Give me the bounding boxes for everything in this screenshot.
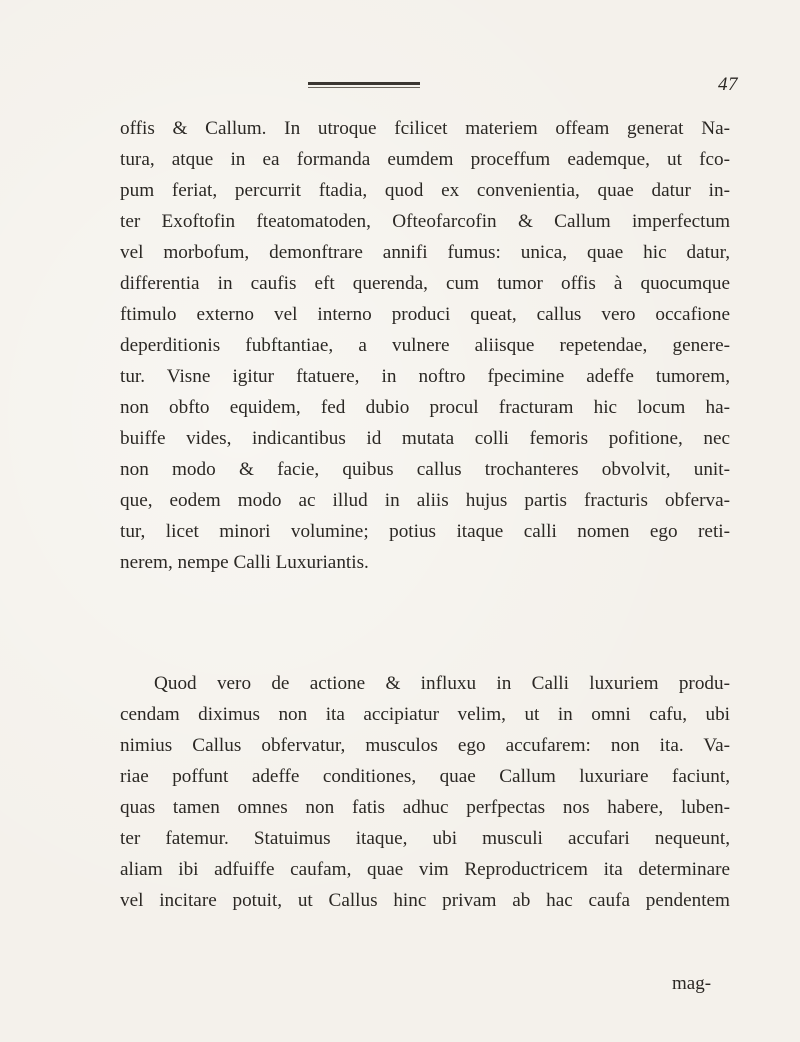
text-line: que, eodem modo ac illud in aliis hujus partis fracturis obferva- <box>120 490 730 511</box>
header-ornament-rule <box>308 82 420 90</box>
text-line: ter fatemur. Statuimus itaque, ubi musculi accufari nequeunt, <box>120 828 730 849</box>
text-line: ter Exoftofin fteatomatoden, Ofteofarcofin & Callum imperfectum <box>120 211 730 232</box>
header-rule-thin <box>308 87 420 88</box>
text-line: quas tamen omnes non fatis adhuc perfpectas nos habere, luben- <box>120 797 730 818</box>
paragraph-2 <box>120 668 730 916</box>
paragraph-1 <box>120 113 730 578</box>
text-line: riae poffunt adeffe conditiones, quae Callum luxuriare faciunt, <box>120 766 730 787</box>
catchword: mag- <box>672 973 712 994</box>
text-line: vel incitare potuit, ut Callus hinc privam ab hac caufa pendentem <box>120 890 730 911</box>
text-line: nerem, nempe Calli Luxuriantis. <box>120 552 369 573</box>
header-rule-thick <box>308 82 420 85</box>
text-line: deperditionis fubftantiae, a vulnere aliisque repetendae, genere- <box>120 335 730 356</box>
text-line: nimius Callus obfervatur, musculos ego accufarem: non ita. Va- <box>120 735 730 756</box>
text-line: tura, atque in ea formanda eumdem proceffum eademque, ut fco- <box>120 149 730 170</box>
text-line: aliam ibi adfuiffe caufam, quae vim Reproductricem ita determinare <box>120 859 730 880</box>
text-line: tur, licet minori volumine; potius itaque calli nomen ego reti- <box>120 521 730 542</box>
text-line: ftimulo externo vel interno produci queat, callus vero occafione <box>120 304 730 325</box>
text-line: buiffe vides, indicantibus id mutata colli femoris pofitione, nec <box>120 428 730 449</box>
text-line: pum feriat, percurrit ftadia, quod ex convenientia, quae datur in- <box>120 180 730 201</box>
text-line: tur. Visne igitur ftatuere, in noftro fpecimine adeffe tumorem, <box>120 366 730 387</box>
page-number: 47 <box>718 74 738 95</box>
text-line: non modo & facie, quibus callus trochanteres obvolvit, unit- <box>120 459 730 480</box>
text-line: non obfto equidem, fed dubio procul fracturam hic locum ha- <box>120 397 730 418</box>
text-line: Quod vero de actione & influxu in Calli luxuriem produ- <box>154 673 730 694</box>
text-line: cendam diximus non ita accipiatur velim, ut in omni cafu, ubi <box>120 704 730 725</box>
text-line: differentia in caufis eft querenda, cum tumor offis à quocumque <box>120 273 730 294</box>
text-line: offis & Callum. In utroque fcilicet materiem offeam generat Na- <box>120 118 730 139</box>
text-line: vel morbofum, demonftrare annifi fumus: unica, quae hic datur, <box>120 242 730 263</box>
